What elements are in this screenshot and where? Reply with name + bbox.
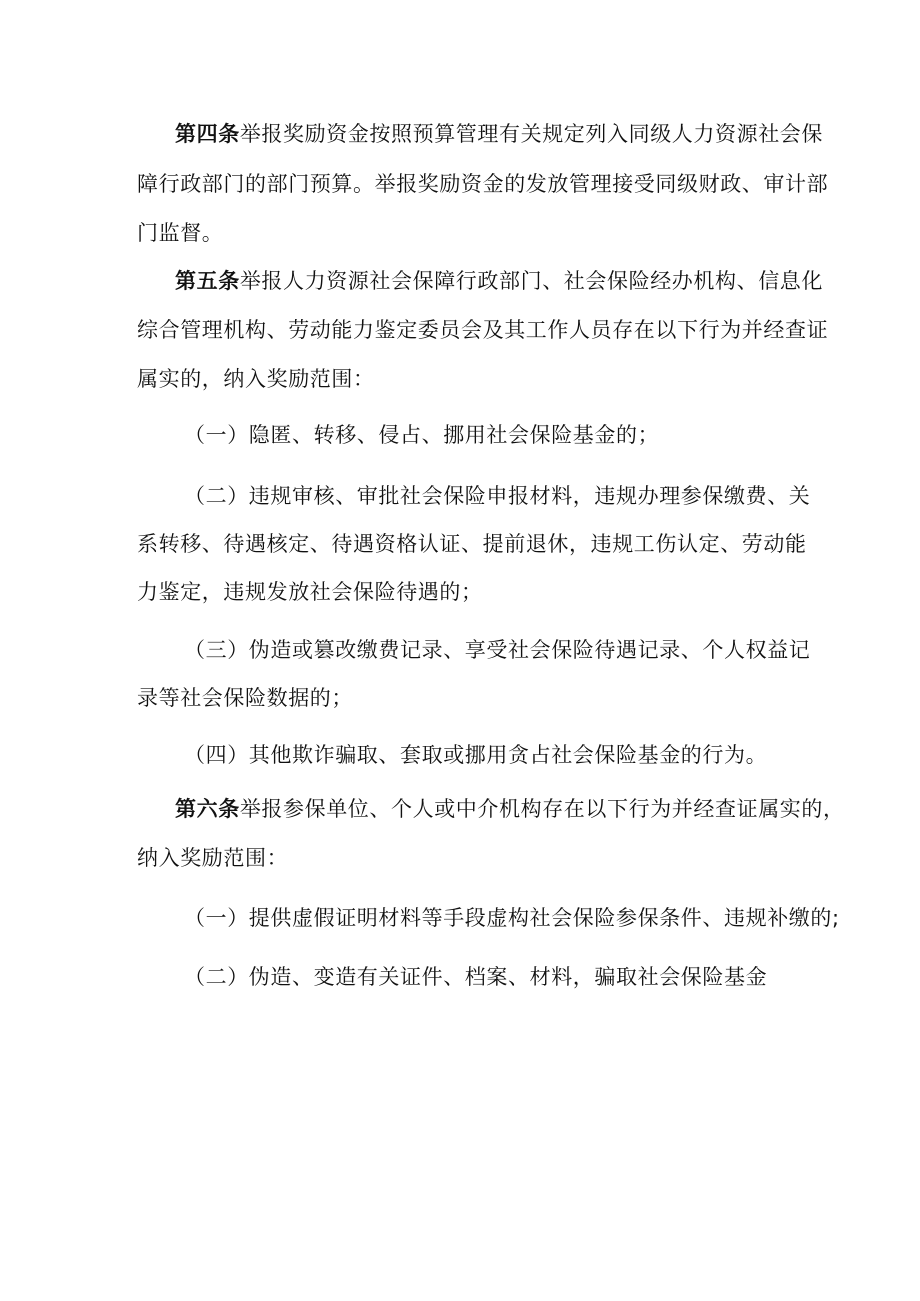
article4-line1 — [175, 120, 823, 148]
article6-line2: 纳入奖励范围： — [137, 846, 289, 870]
article5-item2-line1: （二）违规审核、审批社会保险申报材料，违规办理参保缴费、关 — [184, 484, 811, 508]
article5-item4: （四）其他欺诈骗取、套取或挪用贪占社会保险基金的行为。 — [184, 743, 768, 767]
article6-item1: （一）提供虚假证明材料等手段虚构社会保险参保条件、违规补缴的; — [184, 906, 840, 930]
article6-text-1: 举报参保单位、个人或中介机构存在以下行为并经查证属实的， — [239, 797, 845, 821]
article5-line2: 综合管理机构、劳动能力鉴定委员会及其工作人员存在以下行为并经查证 — [137, 318, 829, 342]
article6-heading: 第六条 — [175, 797, 240, 821]
article5-text-1: 举报人力资源社会保障行政部门、社会保险经办机构、信息化 — [239, 269, 824, 293]
article4-text-1: 举报奖励资金按照预算管理有关规定列入同级人力资源社会保 — [239, 122, 824, 146]
article6-item2-line1: （二）伪造、变造有关证件、档案、材料，骗取社会保险基金 — [184, 965, 768, 989]
article4-heading: 第四条 — [175, 122, 240, 146]
article5-item1: （一）隐匿、转移、侵占、挪用社会保险基金的； — [184, 423, 660, 447]
article5-line1 — [175, 267, 823, 295]
article5-heading: 第五条 — [175, 269, 240, 293]
article4-line2: 障行政部门的部门预算。举报奖励资金的发放管理接受同级财政、审计部 — [137, 172, 829, 196]
article5-line3: 属实的，纳入奖励范围： — [137, 367, 375, 391]
article5-item2-line2: 系转移、待遇核定、待遇资格认证、提前退休，违规工伤认定、劳动能 — [137, 532, 807, 556]
article6-line1 — [175, 795, 845, 823]
article5-item2-line3: 力鉴定，违规发放社会保险待遇的； — [137, 580, 483, 604]
article4-line3: 门监督。 — [137, 221, 224, 245]
article5-item3-line2: 录等社会保险数据的； — [137, 686, 353, 710]
article5-item3-line1: （三）伪造或篡改缴费记录、享受社会保险待遇记录、个人权益记 — [184, 638, 811, 662]
